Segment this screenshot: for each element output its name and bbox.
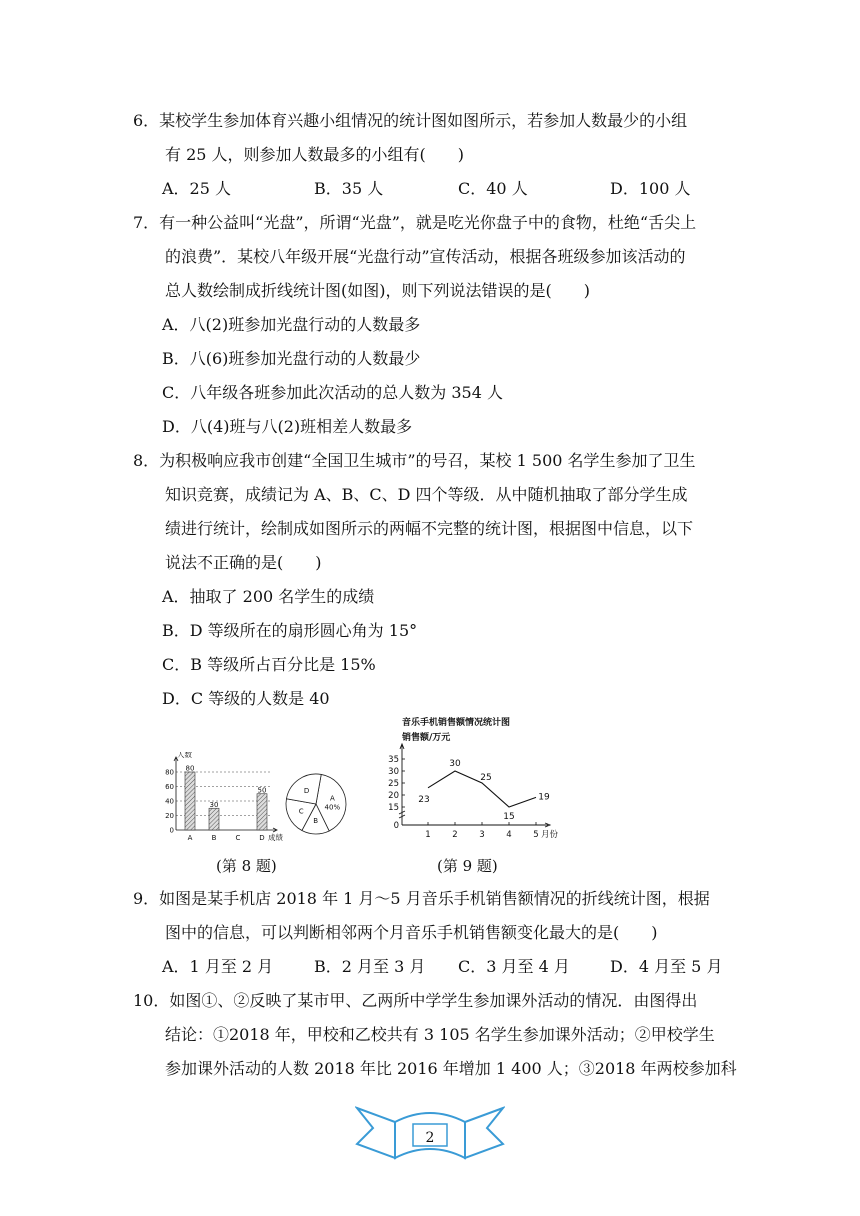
- line-ytick-label: 35: [388, 755, 399, 765]
- bar-value-label: 30: [209, 800, 219, 809]
- line-xtick-label: 3: [479, 830, 485, 840]
- q8-option-b: B．D 等级所在的扇形圆心角为 15°: [162, 621, 418, 640]
- bar-xtick-label: A: [187, 834, 193, 842]
- line-chart-title: 音乐手机销售额情况统计图: [402, 718, 511, 728]
- pie-value-label: 40%: [324, 803, 341, 812]
- page-footer: [355, 1100, 505, 1170]
- pie-label: B: [313, 816, 319, 825]
- line-xtick-label: 2: [452, 830, 458, 840]
- line-ylabel: 销售额/万元: [402, 733, 451, 743]
- q8-option-d: D．C 等级的人数是 40: [162, 689, 330, 708]
- bar-xlabel: 成绩: [268, 833, 283, 842]
- line-xtick-label: 5: [533, 830, 539, 840]
- pie-label: A: [329, 794, 335, 803]
- bar-ytick-label: 80: [165, 768, 174, 777]
- line-ytick-label: 0: [393, 821, 399, 831]
- line-value-label: 15: [503, 812, 515, 822]
- q6-line1: 6．某校学生参加体育兴趣小组情况的统计图如图所示，若参加人数最少的小组: [133, 111, 688, 130]
- fig9-line-chart: [380, 713, 580, 845]
- bar-xtick-label: C: [235, 834, 241, 842]
- q9-option-d: D．4 月至 5 月: [610, 957, 723, 976]
- q6-option-c: C．40 人: [458, 179, 528, 198]
- line-value-label: 23: [418, 794, 430, 805]
- q8-option-a: A．抽取了 200 名学生的成绩: [162, 587, 375, 606]
- q9-option-b: B．2 月至 3 月: [314, 957, 426, 976]
- bar-ytick-label: 0: [169, 826, 174, 835]
- line-ytick-label: 20: [388, 791, 399, 801]
- line-ytick-label: 25: [388, 779, 399, 789]
- q9-line1: 9．如图是某手机店 2018 年 1 月～5 月音乐手机销售额情况的折线统计图，根据: [133, 889, 710, 908]
- q8-line3: 绩进行统计，绘制成如图所示的两幅不完整的统计图，根据图中信息，以下: [165, 519, 694, 538]
- q6-option-d: D．100 人: [610, 179, 691, 198]
- bar-D: [257, 794, 267, 830]
- line-xtick-label: 4: [506, 830, 512, 840]
- bar-ytick-label: 60: [165, 783, 174, 791]
- line-xlabel: 月份: [541, 830, 559, 840]
- q6-option-a: A．25 人: [162, 179, 232, 198]
- line-xtick-label: 1: [425, 830, 431, 840]
- bar-value-label: 80: [185, 764, 195, 773]
- line-value-label: 30: [449, 759, 461, 769]
- q8-line4: 说法不正确的是( ): [165, 553, 322, 572]
- bar-ytick-label: 20: [165, 812, 174, 820]
- q7-option-c: C．八年级各班参加此次活动的总人数为 354 人: [162, 383, 503, 402]
- q8-line1: 8．为积极响应我市创建“全国卫生城市”的号召，某校 1 500 名学生参加了卫生: [133, 451, 696, 470]
- q7-option-b: B．八(6)班参加光盘行动的人数最少: [162, 349, 421, 368]
- bar-A: [185, 772, 195, 830]
- q9-option-c: C．3 月至 4 月: [458, 957, 570, 976]
- page-number: 2: [425, 1130, 435, 1146]
- line-value-label: 25: [480, 773, 492, 783]
- bar-xtick-label: B: [211, 834, 217, 842]
- q8-line2: 知识竞赛，成绩记为 A、B、C、D 四个等级．从中随机抽取了部分学生成: [165, 485, 688, 504]
- fig8-pie-chart: [284, 772, 348, 836]
- q10-line1: 10．如图①、②反映了某市甲、乙两所中学学生参加课外活动的情况．由图得出: [133, 991, 698, 1010]
- bar-xtick-label: D: [259, 834, 265, 842]
- q7-line2: 的浪费”．某校八年级开展“光盘行动”宣传活动，根据各班级参加该活动的: [165, 247, 686, 266]
- bar-ytick-label: 40: [165, 797, 174, 806]
- q10-line2: 结论：①2018 年，甲校和乙校共有 3 105 名学生参加课外活动；②甲校学生: [165, 1025, 715, 1044]
- line-value-label: 19: [538, 792, 550, 803]
- q9-line2: 图中的信息，可以判断相邻两个月音乐手机销售额变化最大的是( ): [165, 923, 658, 942]
- bar-value-label: 50: [257, 786, 267, 795]
- q6-line2: 有 25 人，则参加人数最多的小组有( ): [165, 145, 465, 164]
- pie-label: C: [298, 807, 304, 816]
- q8-option-c: C．B 等级所占百分比是 15%: [162, 655, 376, 674]
- q9-option-a: A．1 月至 2 月: [162, 957, 274, 976]
- q6-option-b: B．35 人: [314, 179, 384, 198]
- line-ytick-label: 15: [388, 803, 399, 813]
- pie-label: D: [303, 786, 310, 795]
- q7-option-a: A．八(2)班参加光盘行动的人数最多: [162, 315, 421, 334]
- q7-option-d: D．八(4)班与八(2)班相差人数最多: [162, 417, 413, 436]
- fig8-caption: (第 8 题): [216, 857, 277, 875]
- bar-ylabel: 人数: [177, 752, 192, 759]
- line-ytick-label: 30: [388, 767, 399, 777]
- fig9-caption: (第 9 题): [437, 857, 498, 875]
- q7-line1: 7．有一种公益叫“光盘”，所谓“光盘”，就是吃光你盘子中的食物，杜绝“舌尖上: [133, 213, 697, 232]
- bar-B: [209, 808, 219, 830]
- q10-line3: 参加课外活动的人数 2018 年比 2016 年增加 1 400 人；③2018 年两校参加科: [165, 1059, 737, 1078]
- fig8-bar-chart: [158, 752, 288, 844]
- q7-line3: 总人数绘制成折线统计图(如图)，则下列说法错误的是( ): [165, 281, 590, 300]
